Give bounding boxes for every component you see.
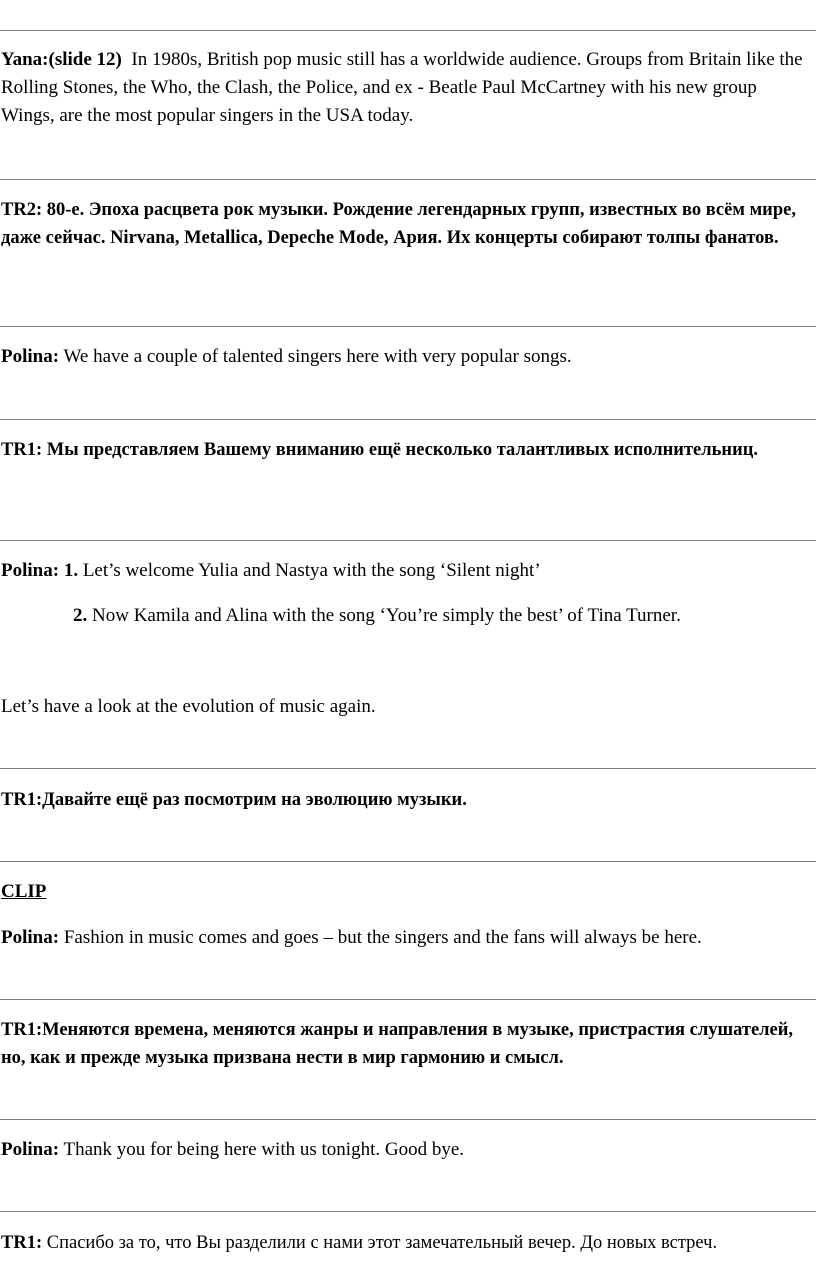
list-item bbox=[73, 602, 813, 630]
clip-heading bbox=[1, 878, 813, 906]
divider bbox=[0, 540, 816, 541]
script-paragraph-polina bbox=[1, 1136, 813, 1164]
speaker-label: Polina: bbox=[1, 560, 60, 581]
divider bbox=[0, 861, 816, 862]
paragraph-text: Спасибо за то, что Вы разделили с нами этот замечательный вечер. До новых встреч. bbox=[46, 1233, 718, 1253]
list-item-text: Now Kamila and Alina with the song ‘You’re simply the best’ of Tina Turner. bbox=[92, 605, 681, 626]
script-paragraph-tr1 bbox=[1, 786, 813, 814]
speaker-label: Polina: bbox=[1, 927, 60, 948]
paragraph-text: We have a couple of talented singers here with very popular songs. bbox=[63, 346, 572, 367]
script-paragraph-tr1 bbox=[1, 1229, 813, 1257]
script-paragraph-polina bbox=[1, 343, 813, 371]
heading-text: CLIP bbox=[1, 881, 47, 902]
speaker-label: Polina: bbox=[1, 346, 60, 367]
script-paragraph-polina-songs bbox=[1, 557, 813, 585]
paragraph-text: Fashion in music comes and goes – but the singers and the fans will always be here. bbox=[63, 927, 702, 948]
list-number: 1. bbox=[63, 560, 79, 581]
speaker-label: Yana:(slide 12) bbox=[1, 49, 122, 70]
divider bbox=[0, 419, 816, 420]
paragraph-text: TR1: Мы представляем Вашему вниманию ещё несколько талантливых исполнительниц. bbox=[1, 440, 759, 460]
paragraph-text: TR1:Давайте ещё раз посмотрим на эволюцию музыки. bbox=[1, 790, 467, 810]
paragraph-text: TR1:Меняются времена, меняются жанры и направления в музыке, пристрастия слушателей, но, как и прежде музыка призвана нести в мир гармонию и смысл. bbox=[1, 1020, 794, 1068]
paragraph-text: Let’s have a look at the evolution of music again. bbox=[1, 696, 376, 717]
script-paragraph-tr1 bbox=[1, 1016, 813, 1072]
list-item-text: Let’s welcome Yulia and Nastya with the song ‘Silent night’ bbox=[82, 560, 541, 581]
script-paragraph-yana bbox=[1, 46, 813, 130]
speaker-label: Polina: bbox=[1, 1139, 60, 1160]
script-paragraph-tr1 bbox=[1, 436, 813, 464]
list-number: 2. bbox=[73, 605, 88, 626]
divider bbox=[0, 999, 816, 1000]
paragraph-text: Thank you for being here with us tonight. Good bye. bbox=[63, 1139, 464, 1160]
divider bbox=[0, 768, 816, 769]
divider bbox=[0, 1119, 816, 1120]
divider bbox=[0, 1211, 816, 1212]
script-paragraph-tr2 bbox=[1, 196, 813, 252]
script-paragraph-polina bbox=[1, 924, 813, 952]
paragraph-text: TR2: 80-е. Эпоха расцвета рок музыки. Рождение легендарных групп, известных во всём мире, даже сейчас. Nirvana, Metallica, Depeche Mode, Ария. Их концерты собирают толпы фанатов. bbox=[1, 200, 796, 248]
divider bbox=[0, 179, 816, 180]
paragraph-text: In 1980s, British pop music still has a worldwide audience. Groups from Britain like the Rolling Stones, the Who, the Clash, the Police, and ex - Beatle Paul McCartney with his new group Wings, are the most popular singers in the USA today. bbox=[1, 49, 803, 126]
closing-line bbox=[1, 693, 813, 721]
speaker-label: TR1: bbox=[1, 1233, 43, 1253]
divider bbox=[0, 326, 816, 327]
divider bbox=[0, 30, 816, 31]
